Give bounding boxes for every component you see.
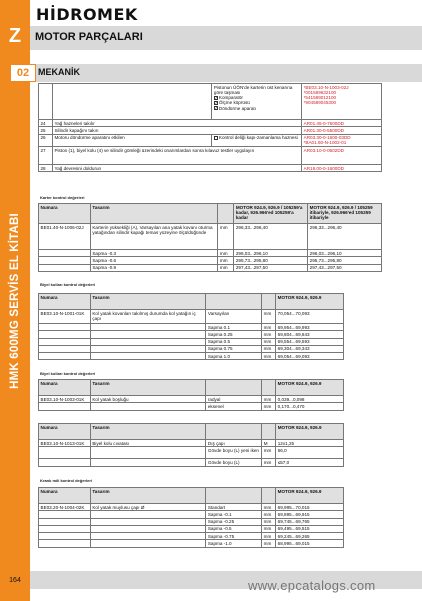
- tool-code: *001589632100: [303, 89, 337, 95]
- crankshaft-table: Numara Tasarım MOTOR 924.9, 926.9 BE03.20-N-1004-02K Kol yatak muylusu çapı Ø Standart mm 69,995...70,015 Sapma -0.1 mm 69,895...69,915 Sapma -0.25 mm 69,745...69,765 Sapma -0.5 mm 69,495...69,515 Sapma -0.75 mm 69,245...69,265 Sapma -1.0 mm 68,995...69,015: [38, 487, 344, 548]
- vertical-book-title: HMK 600MG SERVİS EL KİTABI: [9, 212, 22, 389]
- chapter-title: MOTOR PARÇALARI: [35, 31, 143, 43]
- table-row: Sapma 0.5 mm 69,554...69,593: [39, 338, 344, 345]
- conrod-table: Numara Tasarım MOTOR 924.9, 926.9 BE03.10-N-1001-01K Kol yatak kovanları takılmış durumda kol yatağın iç çapı Varsayılan mm 70,054...70,093 Sapma 0.1 mm 69,954...69,993 Sapma 0.25 mm 69,804...69,843 Sapma 0.5 mm 69,554...69,593 Sapma 0.75 mm 69,304...69,343 Sapma 1.0 mm 69,054...69,093: [38, 293, 344, 360]
- table-caption: Biyel kolları kontrol değerleri: [40, 371, 96, 376]
- table-row: Sapma 0.25 mm 69,804...69,843: [39, 331, 344, 338]
- note-icon: [214, 136, 218, 140]
- section-number: 02: [10, 64, 36, 82]
- crankcase-table: Numara Tasarım MOTOR 924.9, 926.9 / 105259'a kadar, 926.966'ed 105259'a kadar MOTOR 924.9, 926.9 / 105259 itibariyle, 926.966'ed 105259 itibariyle BE01.40-N-1006-02J Karterin yüksekliği (A), Varsayılan ana yatak kovanı oturma yatağından silindir kapağı temas yüzeyine ölçüldüğünde mm 296,33...296,40 296,33...296,40 Sapma -0.3 mm 296,03...296,10 296,03...296,10 Sapma -0.6 mm 295,73...295,80 295,73...295,80 Sapma -0.9 mm 297,43...297,50 297,43...297,50: [38, 203, 382, 272]
- table-row: Sapma -0.6 mm 295,73...295,80 295,73...295,80: [39, 257, 382, 264]
- table-row: Sapma -0.1 mm 69,895...69,915: [39, 511, 344, 518]
- table-row: Gövde boyu (L) yeni iken mm 56,0: [39, 447, 344, 459]
- table-caption: Karter kontrol değerleri: [40, 195, 85, 200]
- ref-link[interactable]: AR01.45-0-7500DD: [302, 120, 382, 127]
- table-row: BE03.20-N-1004-02K Kol yatak muylusu çapı Ø Standart mm 69,995...70,015: [39, 504, 344, 511]
- page-number: 164: [0, 571, 30, 589]
- section-title: MEKANİK: [38, 67, 80, 77]
- table-row: Gövde boyu (L) mm ≤57,0: [39, 459, 344, 466]
- tool-code: *904589045300: [303, 100, 337, 106]
- table-row: Sapma 0.1 mm 69,954...69,993: [39, 324, 344, 331]
- tool-code: *541589012100: [303, 95, 337, 101]
- table-row: Sapma -0.5 mm 69,495...69,515: [39, 525, 344, 532]
- table-row: 26 Motoru döndürme aparatını etkilen Kontrol deliği kapı-zamanlama haznesi AR03.30-0-1600-03DD *BA01.60-N-1002-01: [39, 134, 382, 147]
- intro-text: Pistonun ÜÖN'de karterin üst kenarına göre taşması: [213, 84, 293, 95]
- table-row: Sapma -0.9 mm 297,43...297,50 297,43...297,50: [39, 264, 382, 271]
- ref-link[interactable]: *BA01.60-N-1002-01: [303, 140, 347, 146]
- table-row: BE03.10-N-1003-01K Kol yatak boşluğu radyal mm 0,039...0,098: [39, 396, 344, 403]
- checklist-item: ✓Ölçme köprüsü: [214, 100, 250, 106]
- checklist-item: ✓Döndürme aparatı: [214, 105, 256, 111]
- ref-link[interactable]: AR03.10-0-0602DD: [302, 147, 382, 165]
- table-row: 24 Yağ hazneleri takılır AR01.45-0-7500DD: [39, 120, 382, 127]
- table-row: Sapma -0.75 mm 69,245...69,265: [39, 533, 344, 540]
- table-row: eksenel mm 0,170...0,470: [39, 403, 344, 410]
- table-caption: Krank mili kontrol değerleri: [40, 478, 93, 483]
- table-row: BE03.10-N-1013-01K Biyel kolu cıvatası Dış çapı M 12x1,25: [39, 440, 344, 447]
- intro-code: *BE03.10-N-1003-02J: [303, 84, 349, 90]
- checklist-item: ✓Komparatör: [214, 95, 243, 101]
- table-row: Sapma 0.75 mm 69,304...69,343: [39, 345, 344, 352]
- checkbox-icon: ✓: [214, 106, 218, 111]
- brand-logo: HİDROMEK: [36, 5, 138, 24]
- ref-link[interactable]: AR01.30-0-5500DD: [302, 127, 382, 134]
- chapter-letter: Z: [0, 22, 30, 50]
- table-row: 27 Piston (1), biyel kolu (4) ve silindir gömleği üzerindeki onarımlardan sonra kılavuz testler uygulayın AR03.10-0-0602DD: [39, 147, 382, 165]
- table-row: Sapma -1.0 mm 68,995...69,015: [39, 540, 344, 547]
- table-row: 25 Silindir kapağını takın AR01.30-0-5500DD: [39, 127, 382, 134]
- bearing-clearance-table: Numara Tasarım MOTOR 924.9, 926.9 BE03.10-N-1003-01K Kol yatak boşluğu radyal mm 0,039...0,098 eksenel mm 0,170...0,470: [38, 379, 344, 411]
- table-row: Sapma 1.0 mm 69,054...69,093: [39, 353, 344, 360]
- procedure-table: [38, 83, 382, 172]
- bolt-table: Numara Tasarım MOTOR 924.9, 926.9 BE03.10-N-1013-01K Biyel kolu cıvatası Dış çapı M 12x1,25 Gövde boyu (L) yeni iken mm 56,0 Gövde boyu (L) mm ≤57,0: [38, 423, 344, 467]
- section-header-bar: [36, 64, 422, 82]
- checkbox-icon: ✓: [214, 101, 218, 106]
- table-row: Sapma -0.25 mm 69,745...69,765: [39, 518, 344, 525]
- table-row: Sapma -0.3 mm 296,03...296,10 296,03...296,10: [39, 250, 382, 257]
- ref-link[interactable]: AR03.30-0-1600-03DD: [303, 135, 351, 141]
- table-caption: Biyel kolları kontrol değerleri: [40, 282, 96, 287]
- watermark-text: www.epcatalogs.com: [248, 578, 376, 593]
- checkbox-icon: ✓: [214, 95, 218, 100]
- table-row: 28 Yağ devresini doldurun AR18.00-0-1600DD: [39, 165, 382, 172]
- ref-link[interactable]: AR18.00-0-1600DD: [302, 165, 382, 172]
